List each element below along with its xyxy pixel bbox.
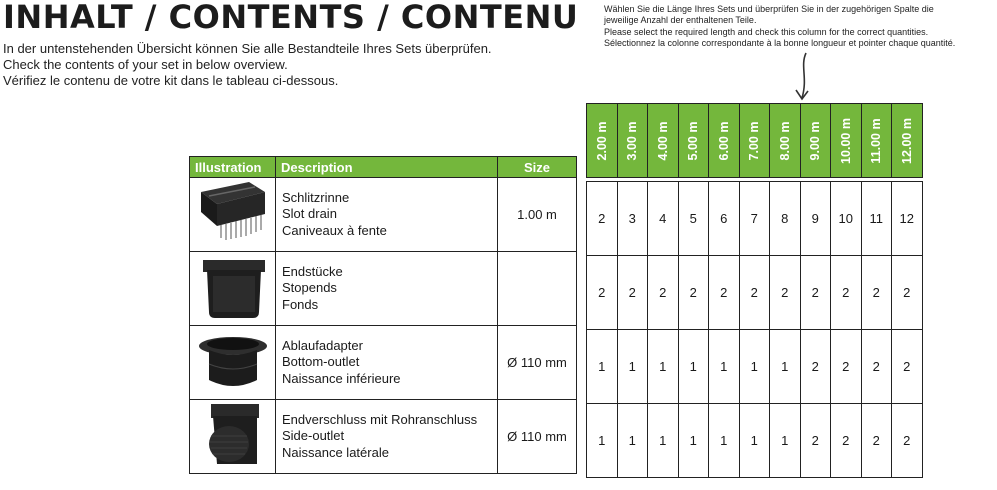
table-row [587,256,923,330]
note-line: jeweilige Anzahl der enthaltenen Teile. [604,15,757,26]
length-header-row [587,104,923,178]
length-header[interactable] [800,104,831,178]
quantity-cell: 2 [770,256,801,330]
length-note [604,4,955,50]
length-label: 9.00 m [808,121,823,160]
quantity-cell: 2 [861,330,892,404]
quantity-cell: 2 [617,256,648,330]
quantity-cell: 1 [587,330,618,404]
row-description [276,178,498,252]
length-header[interactable] [648,104,679,178]
table-row [190,178,577,252]
quantity-cell: 2 [831,330,862,404]
quantity-cell: 5 [678,182,709,256]
quantity-cell: 2 [709,256,740,330]
quantity-cell: 1 [709,330,740,404]
length-label: 2.00 m [594,121,609,160]
quantity-cell: 1 [770,404,801,478]
table-header-row [190,157,577,178]
quantity-cell: 2 [800,256,831,330]
quantity-cell: 2 [892,404,923,478]
intro-line-en: Check the contents of your set in below overview. [3,57,288,72]
desc-fr: Caniveaux à fente [282,222,387,238]
quantity-cell: 2 [678,256,709,330]
length-header[interactable] [709,104,740,178]
table-row [190,400,577,474]
quantity-cell: 7 [739,182,770,256]
intro-text [3,41,492,89]
quantity-cell: 2 [648,256,679,330]
side-outlet-image [190,400,276,474]
desc-en: Stopends [282,280,337,296]
desc-fr: Naissance inférieure [282,370,401,386]
quantity-cell: 1 [587,404,618,478]
table-row [587,404,923,478]
quantity-cell: 2 [892,256,923,330]
length-label: 8.00 m [777,121,792,160]
quantity-cell: 2 [861,404,892,478]
note-line: Please select the required length and check this column for the correct quantities. [604,26,929,37]
quantity-cell: 11 [861,182,892,256]
arrow-down-icon [794,52,814,102]
row-description [276,326,498,400]
quantity-cell: 2 [739,256,770,330]
length-label: 12.00 m [899,117,914,164]
desc-de: Endverschluss mit Rohranschluss [282,411,478,427]
table-row [587,182,923,256]
quantity-cell: 4 [648,182,679,256]
row-description [276,400,498,474]
desc-fr: Fonds [282,296,319,312]
length-header[interactable] [831,104,862,178]
length-label: 5.00 m [686,121,701,160]
desc-de: Endstücke [282,263,343,279]
table-row [190,252,577,326]
length-header[interactable] [861,104,892,178]
length-header[interactable] [739,104,770,178]
desc-de: Schlitzrinne [282,189,350,205]
header-illustration: Illustration [190,157,276,178]
length-label: 10.00 m [838,117,853,164]
desc-en: Slot drain [282,206,337,222]
header-description: Description [276,157,498,178]
header-size: Size [498,157,577,178]
row-size [498,252,577,326]
quantity-cell: 2 [587,256,618,330]
length-label: 6.00 m [716,121,731,160]
note-line: Wählen Sie die Länge Ihres Sets und überprüfen Sie in der zugehörigen Spalte die [604,4,934,14]
quantity-cell: 1 [709,404,740,478]
contents-table [189,156,577,474]
desc-en: Bottom-outlet [282,354,360,370]
length-label: 7.00 m [747,121,762,160]
length-label: 11.00 m [869,117,884,164]
quantity-cell: 6 [709,182,740,256]
quantity-cell: 1 [770,330,801,404]
length-header[interactable] [892,104,923,178]
length-label: 4.00 m [655,121,670,160]
quantity-table [586,103,923,478]
row-size: Ø 110 mm [498,400,577,474]
bottom-outlet-image [190,326,276,400]
quantity-cell: 1 [739,330,770,404]
note-line: Sélectionnez la colonne correspondante à la bonne longueur et pointer chaque quantité. [604,38,956,49]
quantity-cell: 2 [800,404,831,478]
quantity-cell: 2 [831,256,862,330]
quantity-cell: 1 [678,330,709,404]
desc-fr: Naissance latérale [282,444,389,460]
quantity-cell: 2 [831,404,862,478]
quantity-cell: 2 [800,330,831,404]
row-description [276,252,498,326]
quantity-cell: 10 [831,182,862,256]
length-header[interactable] [770,104,801,178]
page-title: INHALT / CONTENTS / CONTENU [3,0,579,36]
table-row [587,330,923,404]
stopend-image [190,252,276,326]
quantity-cell: 12 [892,182,923,256]
length-header[interactable] [617,104,648,178]
quantity-cell: 3 [617,182,648,256]
quantity-cell: 2 [587,182,618,256]
slot-drain-image [190,178,276,252]
quantity-cell: 2 [892,330,923,404]
quantity-cell: 1 [617,330,648,404]
quantity-cell: 1 [648,404,679,478]
quantity-cell: 1 [617,404,648,478]
row-size: Ø 110 mm [498,326,577,400]
quantity-cell: 8 [770,182,801,256]
length-label: 3.00 m [625,121,640,160]
table-row [190,326,577,400]
quantity-cell: 1 [739,404,770,478]
quantity-cell: 1 [648,330,679,404]
quantity-cell: 2 [861,256,892,330]
quantity-cell: 1 [678,404,709,478]
intro-line-fr: Vérifiez le contenu de votre kit dans le tableau ci-dessous. [3,73,339,88]
desc-en: Side-outlet [282,428,345,444]
quantity-cell: 9 [800,182,831,256]
length-header[interactable] [587,104,618,178]
row-size: 1.00 m [498,178,577,252]
length-header[interactable] [678,104,709,178]
intro-line-de: In der untenstehenden Übersicht können Sie alle Bestandteile Ihres Sets überprüfen. [3,41,492,56]
desc-de: Ablaufadapter [282,337,363,353]
